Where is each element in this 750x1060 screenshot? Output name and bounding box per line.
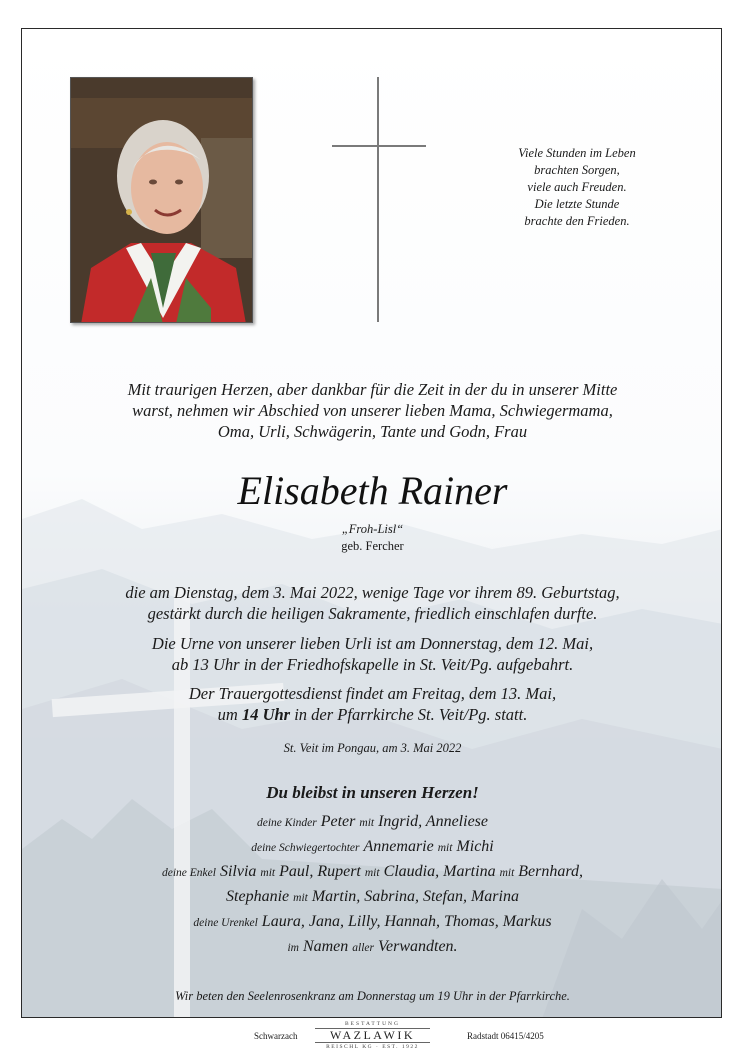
connector: mit xyxy=(364,867,380,879)
family-name: Silvia xyxy=(219,863,257,880)
connector: im xyxy=(287,942,299,954)
logo-top-text: BESTATTUNG xyxy=(344,1021,400,1027)
relation-label: deine Enkel xyxy=(161,867,216,879)
intro-line: warst, nehmen wir Abschied von unserer lieben Mama, Schwiegermama, xyxy=(132,401,613,420)
family-name: Claudia, Martina xyxy=(383,863,496,880)
portrait-photo xyxy=(70,77,253,323)
rosary-notice: Wir beten den Seelenrosenkranz am Donnerstag um 19 Uhr in der Pfarrkirche. xyxy=(175,989,570,1003)
family-row-grandchildren-continued xyxy=(22,885,722,910)
quote-line: brachte den Frieden. xyxy=(524,214,630,228)
relation-label: deine Urenkel xyxy=(193,917,258,929)
intro-text xyxy=(22,379,722,442)
connector: aller xyxy=(352,942,374,954)
service-notice xyxy=(22,683,722,725)
family-name: Peter xyxy=(320,813,356,830)
memorial-quote xyxy=(497,145,657,230)
relation-label: deine Kinder xyxy=(257,817,317,829)
quote-line: Viele Stunden im Leben xyxy=(518,146,636,160)
urn-notice-line: ab 13 Uhr in der Friedhofskapelle in St. Veit/Pg. aufgebahrt. xyxy=(171,655,574,674)
urn-notice xyxy=(22,633,722,675)
service-text: um xyxy=(217,705,238,724)
connector: mit xyxy=(260,867,276,879)
connector: mit xyxy=(437,842,453,854)
quote-line: viele auch Freuden. xyxy=(527,180,627,194)
quote-line: brachten Sorgen, xyxy=(534,163,620,177)
death-notice-line: gestärkt durch die heiligen Sakramente, friedlich einschlafen durfte. xyxy=(147,604,598,623)
service-notice-line: Der Trauergottesdienst findet am Freitag, dem 13. Mai, xyxy=(188,684,557,703)
portrait-image xyxy=(71,78,253,323)
funeral-home-logo xyxy=(315,1021,430,1050)
family-name: Verwandten. xyxy=(378,938,458,955)
motto: Du bleibst in unseren Herzen! xyxy=(266,783,479,802)
family-name: Annemarie xyxy=(363,838,434,855)
footer-location-left: Schwarzach xyxy=(254,1031,298,1041)
family-name: Bernhard, xyxy=(518,863,584,880)
footer xyxy=(0,1020,750,1060)
death-notice xyxy=(22,582,722,624)
service-notice-line xyxy=(22,704,722,725)
family-name: Namen xyxy=(302,938,349,955)
quote-line: Die letzte Stunde xyxy=(534,197,620,211)
cross-icon xyxy=(332,77,426,322)
obituary-card xyxy=(21,28,722,1018)
intro-line: Mit traurigen Herzen, aber dankbar für die Zeit in der du in unserer Mitte xyxy=(127,380,618,399)
family-row-daughter-in-law xyxy=(22,835,722,860)
service-text: in der Pfarrkirche St. Veit/Pg. statt. xyxy=(294,705,528,724)
family-name: Laura, Jana, Lilly, Hannah, Thomas, Markus xyxy=(261,913,552,930)
urn-notice-line: Die Urne von unserer lieben Urli ist am Donnerstag, dem 12. Mai, xyxy=(151,634,594,653)
family-row-children xyxy=(22,810,722,835)
family-name: Michi xyxy=(456,838,494,855)
family-name: Paul, Rupert xyxy=(279,863,361,880)
maiden-name: geb. Fercher xyxy=(341,539,404,553)
family-row-great-grandchildren xyxy=(22,910,722,935)
family-name: Martin, Sabrina, Stefan, Marina xyxy=(311,888,519,905)
deceased-name: Elisabeth Rainer xyxy=(237,468,508,513)
family-row-grandchildren xyxy=(22,860,722,885)
family-name: Ingrid, Anneliese xyxy=(378,813,488,830)
connector: mit xyxy=(293,892,308,904)
family-name: Stephanie xyxy=(226,888,290,905)
intro-line: Oma, Urli, Schwägerin, Tante und Godn, Frau xyxy=(217,422,528,441)
service-time: 14 Uhr xyxy=(241,705,291,724)
nickname: „Froh-Lisl“ xyxy=(341,522,404,536)
family-list xyxy=(22,810,722,960)
logo-main-text: WAZLAWIK xyxy=(315,1028,430,1043)
connector: mit xyxy=(359,817,375,829)
death-notice-line: die am Dienstag, dem 3. Mai 2022, wenige Tage vor ihrem 89. Geburtstag, xyxy=(125,583,620,602)
place-date: St. Veit im Pongau, am 3. Mai 2022 xyxy=(283,741,462,755)
footer-location-right: Radstadt 06415/4205 xyxy=(467,1031,544,1041)
logo-sub-text: REISCHL KG · EST. 1922 xyxy=(326,1044,419,1050)
connector: mit xyxy=(499,867,515,879)
relation-label: deine Schwiegertochter xyxy=(251,842,360,854)
family-row-relatives xyxy=(22,935,722,960)
